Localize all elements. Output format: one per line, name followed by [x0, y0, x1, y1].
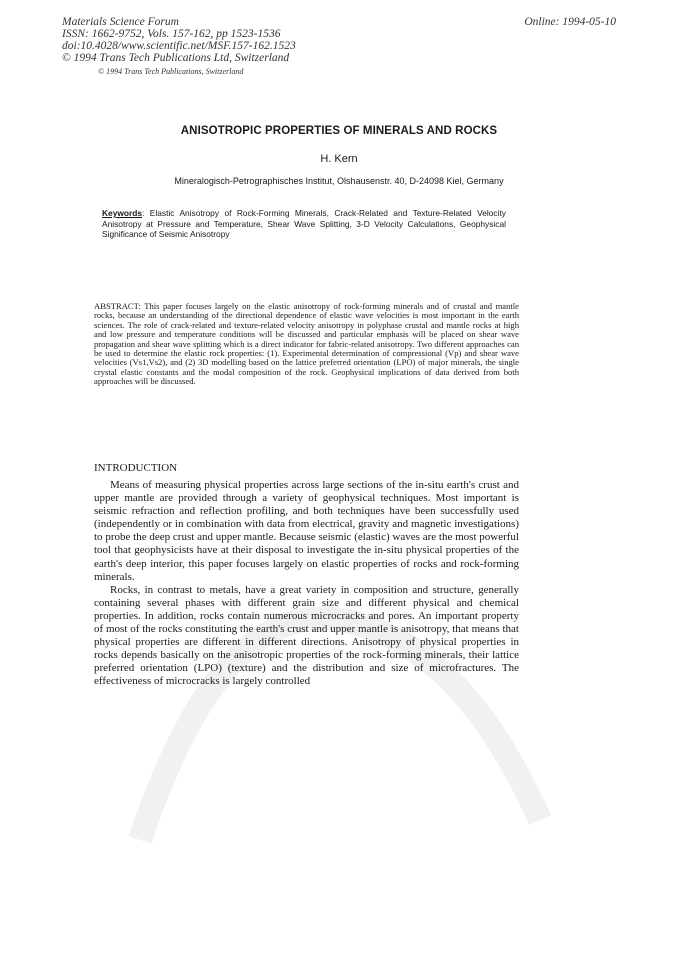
abstract-text: ABSTRACT: This paper focuses largely on the elastic anisotropy of rock-forming minerals and of crustal and mantle rocks, because an understanding of the directional dependence of elastic wave velocities is most important in the earth sciences. The role of crack-related and texture-related velocity anisotropy in polyphase crustal and mantle rocks at high and low pressure and temperature conditions will be discussed and particular emphasis will be placed on shear wave propagation and shear wave splitting which is a direct indicator for fabric-related anisotropy. Two different approaches can be used to determine the elastic rock properties: (1). Experimental determination of compressional (Vp) and shear wave velocities (Vs1,Vs2), and (2) 3D modelling based on the lattice preferred orientation (LPO) of major minerals, the single crystal elastic constants and the modal composition of the rock. Geophysical implications of data derived from both approaches will be discussed. — [94, 301, 519, 387]
journal-header — [62, 16, 296, 77]
journal-name: Materials Science Forum — [62, 16, 179, 28]
author-affiliation: Mineralogisch-Petrographisches Institut, Olshausenstr. 40, D-24098 Kiel, Germany — [174, 176, 504, 186]
keywords-block — [102, 208, 506, 240]
copyright-line: © 1994 Trans Tech Publications Ltd, Switzerland — [62, 52, 290, 64]
issn-line: ISSN: 1662-9752, Vols. 157-162, pp 1523-1536 — [62, 28, 281, 40]
keywords-label: Keywords — [102, 208, 143, 218]
section-heading-introduction: INTRODUCTION — [94, 462, 178, 474]
author-name: H. Kern — [320, 153, 358, 165]
introduction-body — [94, 479, 519, 689]
keywords-text: : Elastic Anisotropy of Rock-Forming Minerals, Crack-Related and Texture-Related Velocity Anisotropy at Pressure and Temperature, Shear Wave Splitting, 3-D Velocity Calculations, Geophysical Significance of Seismic Anisotropy — [102, 208, 506, 239]
print-copyright: © 1994 Trans Tech Publications, Switzerland — [98, 67, 244, 76]
doi-link[interactable]: doi:10.4028/www.scientific.net/MSF.157-162.1523 — [62, 40, 296, 52]
paragraph: Means of measuring physical properties across large sections of the in-situ earth's crust and upper mantle are provided through a variety of geophysical techniques. Most important is seismic refraction and reflection profiling, and both techniques have been successfully used (independently or in combination with data from electrical, gravity and magnetic investigations) to probe the deep crust and upper mantle. Because seismic (elastic) waves are the most powerful tool that geophysicists have at their disposal to investigate the in-situ physical properties of the earth's deep interior, this paper focuses largely on elastic properties of rocks and rock-forming minerals. — [94, 479, 519, 583]
online-date: Online: 1994-05-10 — [524, 16, 616, 28]
paper-title: ANISOTROPIC PROPERTIES OF MINERALS AND ROCKS — [180, 125, 498, 137]
paragraph: Rocks, in contrast to metals, have a great variety in composition and structure, generally containing several phases with different grain size and different physical and chemical properties. In addition, rocks contain numerous microcracks and pores. An important property of most of the rocks constituting the earth's crust and upper mantle is anisotropy, that means that physical properties are different in different directions. Anisotropy of physical properties in rocks depends basically on the anisotropic properties of the rock-forming minerals, their lattice preferred orientation (LPO) (texture) and the distribution and size of microfractures. The effectiveness of microcracks is largely controlled — [94, 583, 519, 688]
